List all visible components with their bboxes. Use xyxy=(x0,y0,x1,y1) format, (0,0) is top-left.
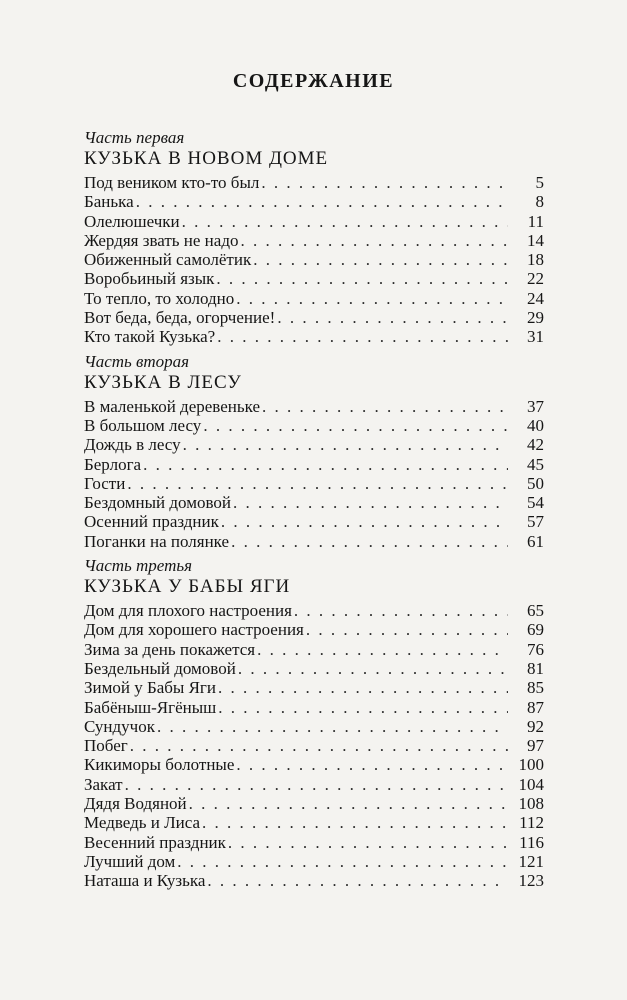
entry-title: Вот беда, беда, огорчение! xyxy=(84,308,276,328)
entry-title: Зимой у Бабы Яги xyxy=(84,678,217,698)
entry-page-number: 50 xyxy=(527,473,544,493)
toc-entry[interactable] xyxy=(84,269,544,288)
toc-entry[interactable] xyxy=(84,698,544,717)
dot-leader xyxy=(306,620,508,639)
table-of-contents xyxy=(84,128,544,896)
toc-entry[interactable] xyxy=(84,775,544,794)
dot-leader xyxy=(203,416,508,435)
entry-page-number: 5 xyxy=(535,173,544,192)
dot-leader xyxy=(127,474,508,493)
toc-entry[interactable] xyxy=(84,173,544,192)
toc-entry[interactable] xyxy=(84,289,544,308)
dot-leader xyxy=(277,308,508,327)
entry-title: Дядя Водяной xyxy=(84,794,187,814)
entry-page-number: 100 xyxy=(518,755,544,775)
toc-entry[interactable] xyxy=(84,455,544,474)
dot-leader xyxy=(183,435,508,454)
entry-page-number: 69 xyxy=(527,620,544,640)
entry-page-number: 42 xyxy=(527,435,544,455)
entry-page-number: 116 xyxy=(519,832,544,852)
dot-leader xyxy=(261,173,508,192)
toc-part xyxy=(84,556,544,890)
part-label: Часть вторая xyxy=(84,351,190,371)
entry-page-number: 61 xyxy=(527,531,544,551)
toc-entry[interactable] xyxy=(84,231,544,250)
page-title: СОДЕРЖАНИЕ xyxy=(232,70,395,92)
dot-leader xyxy=(236,755,508,774)
dot-leader xyxy=(257,640,508,659)
dot-leader xyxy=(228,833,508,852)
toc-part xyxy=(84,128,544,347)
dot-leader xyxy=(253,250,508,269)
entry-title: Весенний праздник xyxy=(84,832,226,852)
toc-entry[interactable] xyxy=(84,755,544,774)
toc-entry[interactable] xyxy=(84,601,544,620)
toc-entry[interactable] xyxy=(84,717,544,736)
entry-page-number: 18 xyxy=(527,250,544,270)
toc-part xyxy=(84,352,544,551)
dot-leader xyxy=(130,736,508,755)
toc-entry[interactable] xyxy=(84,833,544,852)
entry-title: Кто такой Кузька? xyxy=(84,327,216,347)
dot-leader xyxy=(218,698,508,717)
dot-leader xyxy=(262,397,508,416)
toc-entry[interactable] xyxy=(84,532,544,551)
dot-leader xyxy=(240,231,508,250)
part-title: КУЗЬКА У БАБЫ ЯГИ xyxy=(84,576,291,598)
entry-title: Сундучок xyxy=(84,716,155,736)
dot-leader xyxy=(221,512,508,531)
entry-page-number: 57 xyxy=(527,512,544,532)
entry-page-number: 87 xyxy=(527,697,544,717)
part-title: КУЗЬКА В ЛЕСУ xyxy=(84,371,242,393)
toc-entry[interactable] xyxy=(84,416,544,435)
toc-entry[interactable] xyxy=(84,794,544,813)
entry-title: Поганки на полянке xyxy=(84,531,230,551)
entry-title: Обиженный самолётик xyxy=(84,250,252,270)
entry-page-number: 54 xyxy=(527,493,544,513)
entry-page-number: 112 xyxy=(519,813,544,833)
dot-leader xyxy=(238,659,508,678)
entry-title: То тепло, то холодно xyxy=(84,288,235,308)
dot-leader xyxy=(189,794,508,813)
dot-leader xyxy=(236,289,508,308)
toc-entry[interactable] xyxy=(84,250,544,269)
entry-page-number: 123 xyxy=(518,871,544,891)
entry-page-number: 22 xyxy=(527,269,544,289)
dot-leader xyxy=(143,455,508,474)
dot-leader xyxy=(177,852,508,871)
entry-title: Дом для хорошего настроения xyxy=(84,620,304,640)
toc-entry[interactable] xyxy=(84,397,544,416)
entry-title: Берлога xyxy=(84,454,142,474)
toc-entry[interactable] xyxy=(84,620,544,639)
toc-entry[interactable] xyxy=(84,659,544,678)
entry-title: Гости xyxy=(84,473,126,493)
toc-entry[interactable] xyxy=(84,474,544,493)
dot-leader xyxy=(182,212,508,231)
entry-title: Кикиморы болотные xyxy=(84,755,235,775)
entry-title: Бездельный домовой xyxy=(84,658,236,678)
dot-leader xyxy=(125,775,508,794)
part-label: Часть первая xyxy=(84,128,185,147)
entry-page-number: 108 xyxy=(518,794,544,814)
entry-title: Дождь в лесу xyxy=(84,435,181,455)
entry-page-number: 24 xyxy=(527,288,544,308)
toc-entry[interactable] xyxy=(84,327,544,346)
entry-title: Дом для плохого настроения xyxy=(84,601,292,621)
entry-page-number: 40 xyxy=(527,415,544,435)
entry-title: Воробьиный язык xyxy=(84,269,215,289)
toc-entry[interactable] xyxy=(84,308,544,327)
dot-leader xyxy=(216,269,508,288)
entry-page-number: 121 xyxy=(518,851,544,871)
entry-title: Бабёныш-Ягёныш xyxy=(84,697,217,717)
entry-page-number: 104 xyxy=(518,774,544,794)
toc-entry[interactable] xyxy=(84,736,544,755)
dot-leader xyxy=(217,327,508,346)
entry-title: В большом лесу xyxy=(84,415,202,435)
entry-page-number: 8 xyxy=(535,192,544,212)
dot-leader xyxy=(157,717,508,736)
entry-page-number: 81 xyxy=(527,658,544,678)
entry-title: Закат xyxy=(84,774,123,794)
entry-page-number: 65 xyxy=(527,601,544,621)
entry-page-number: 29 xyxy=(527,308,544,328)
entry-title: Бездомный домовой xyxy=(84,493,231,513)
toc-entry[interactable] xyxy=(84,493,544,512)
entry-page-number: 45 xyxy=(527,454,544,474)
entry-title: Наташа и Кузька xyxy=(84,871,206,891)
toc-entry[interactable] xyxy=(84,871,544,890)
toc-entry[interactable] xyxy=(84,512,544,531)
entry-page-number: 37 xyxy=(527,396,544,416)
entry-title: Банька xyxy=(84,192,134,212)
entry-title: Лучший дом xyxy=(84,851,176,871)
entry-title: Зима за день покажется xyxy=(84,639,256,659)
entry-title: Побег xyxy=(84,736,128,756)
entry-page-number: 31 xyxy=(527,327,544,347)
entry-title: Под веником кто-то был xyxy=(84,173,260,192)
entry-page-number: 92 xyxy=(527,716,544,736)
part-label: Часть третья xyxy=(84,556,193,576)
entry-title: В маленькой деревеньке xyxy=(84,396,260,416)
dot-leader xyxy=(202,813,508,832)
toc-entry[interactable] xyxy=(84,640,544,659)
dot-leader xyxy=(294,601,508,620)
entry-title: Осенний праздник xyxy=(84,512,219,532)
dot-leader xyxy=(207,871,508,890)
dot-leader xyxy=(233,493,508,512)
toc-entry[interactable] xyxy=(84,678,544,697)
dot-leader xyxy=(136,192,508,211)
dot-leader xyxy=(231,532,508,551)
toc-entry[interactable] xyxy=(84,212,544,231)
entry-title: Олелюшечки xyxy=(84,211,180,231)
dot-leader xyxy=(218,678,508,697)
part-title: КУЗЬКА В НОВОМ ДОМЕ xyxy=(84,148,329,169)
entry-title: Медведь и Лиса xyxy=(84,813,201,833)
entry-page-number: 76 xyxy=(527,639,544,659)
toc-entry[interactable] xyxy=(84,192,544,211)
entry-page-number: 14 xyxy=(527,230,544,250)
entry-page-number: 97 xyxy=(527,736,544,756)
toc-entry[interactable] xyxy=(84,813,544,832)
toc-entry[interactable] xyxy=(84,435,544,454)
entry-page-number: 11 xyxy=(527,211,544,231)
toc-entry[interactable] xyxy=(84,852,544,871)
entry-title: Жердяя звать не надо xyxy=(84,230,239,250)
entry-page-number: 85 xyxy=(527,678,544,698)
